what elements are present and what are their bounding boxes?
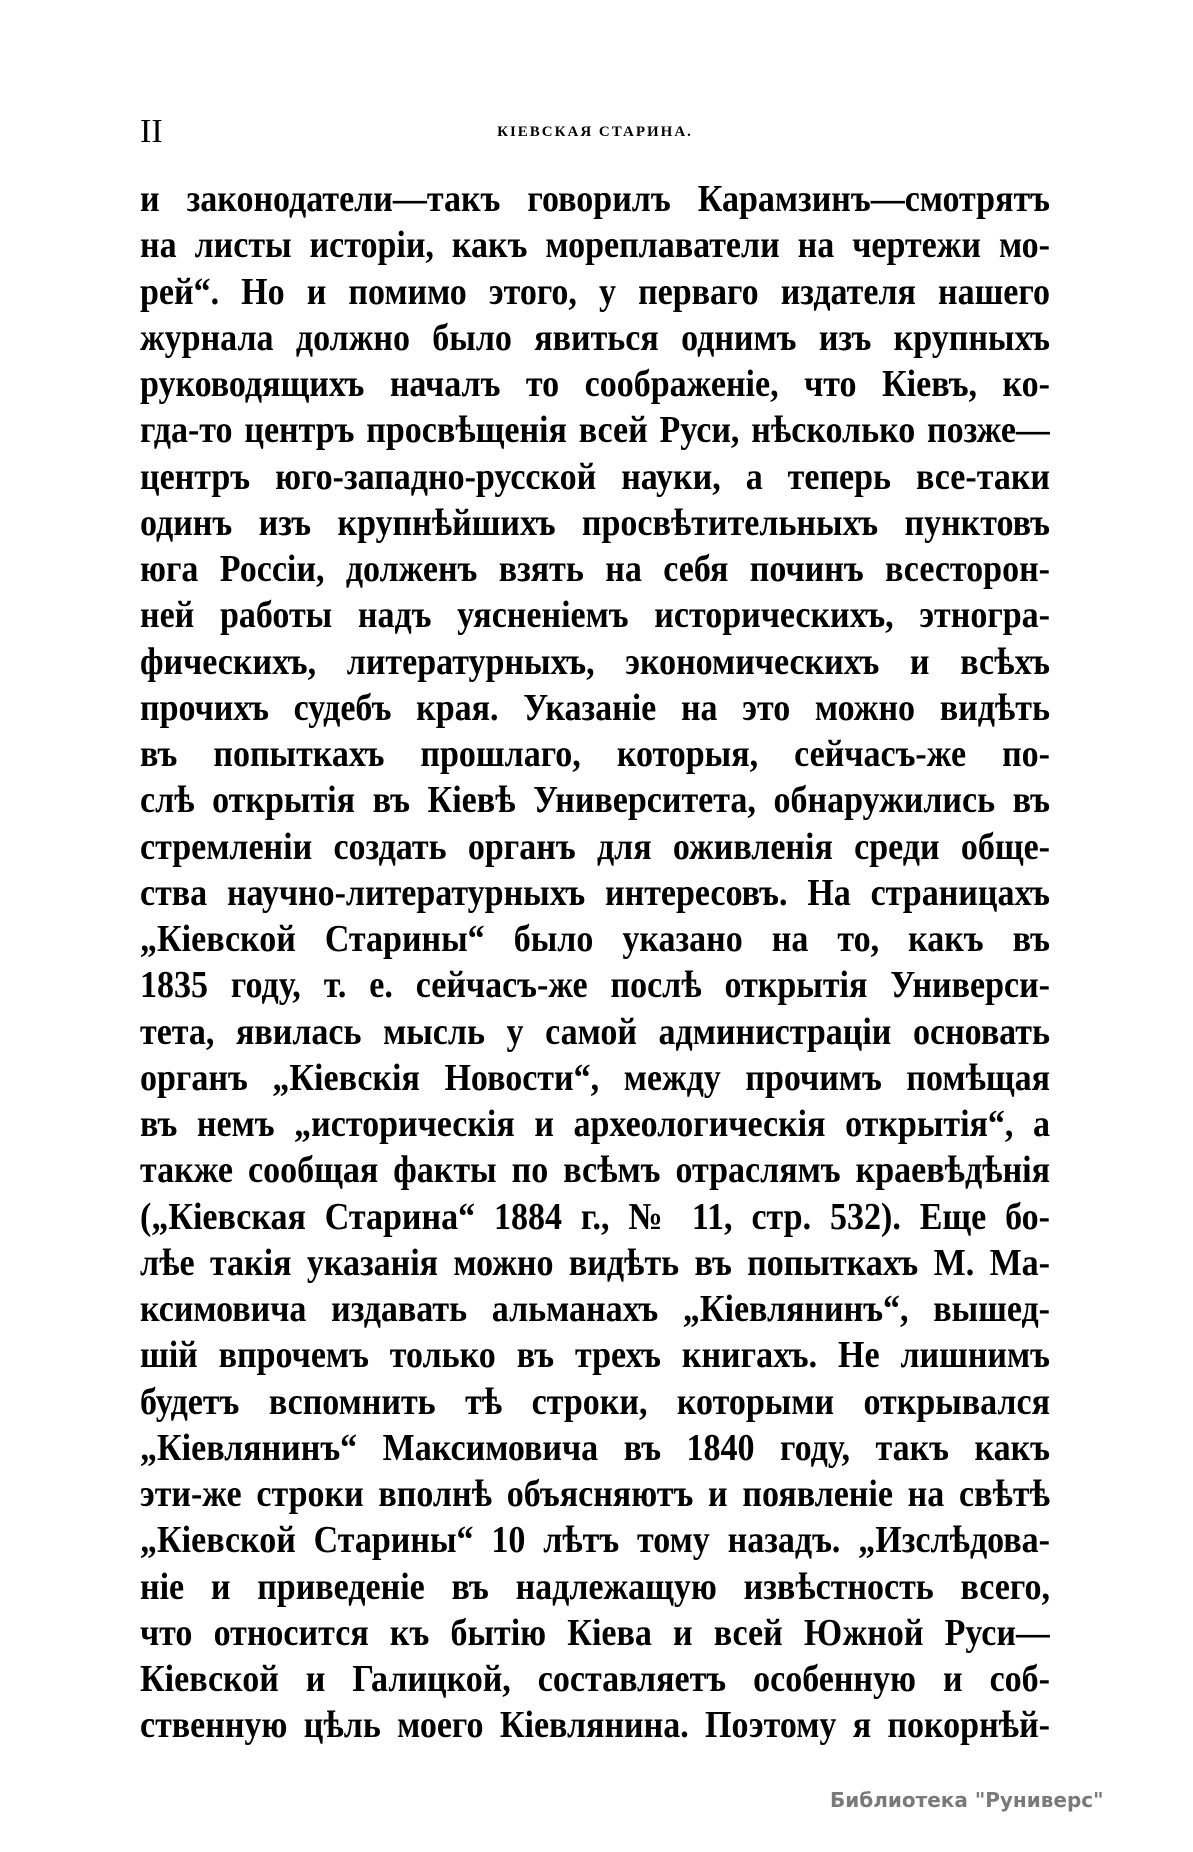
- text-line: ней работы надъ уясненіемъ историческихъ, этногра-: [140, 594, 1050, 637]
- text-line: 1835 году, т. е. сейчасъ-же послѣ открытія Универси-: [140, 964, 1050, 1007]
- text-line: шій впрочемъ только въ трехъ книгахъ. Не лишнимъ: [140, 1334, 1050, 1377]
- text-line: журнала должно было явиться однимъ изъ крупныхъ: [140, 317, 1050, 359]
- text-line: одинъ изъ крупнѣйшихъ просвѣтительныхъ пунктовъ: [140, 502, 1050, 544]
- text-line: лѣе такія указанія можно видѣть въ попыткахъ М. Ма-: [140, 1242, 1050, 1284]
- text-line: центръ юго-западно-русской науки, а теперь все-таки: [140, 456, 1050, 498]
- text-line: „Кіевской Старины“ 10 лѣтъ тому назадъ. „Изслѣдова-: [140, 1519, 1050, 1562]
- text-line: руководящихъ началъ то соображеніе, что Кіевъ, ко-: [140, 363, 1050, 406]
- library-watermark: Библиотека "Руниверс": [830, 1788, 1104, 1812]
- body-text: [140, 177, 1050, 1750]
- text-line: будетъ вспомнить тѣ строки, которыми открывался: [140, 1381, 1050, 1423]
- text-line: прочихъ судебъ края. Указаніе на это можно видѣть: [140, 687, 1050, 729]
- text-line: рей“. Но и помимо этого, у перваго издателя нашего: [140, 271, 1050, 313]
- text-line: въ попыткахъ прошлаго, которыя, сейчасъ-же по-: [140, 733, 1050, 776]
- text-line: („Кіевская Старина“ 1884 г., № 11, стр. 532). Еще бо-: [140, 1196, 1050, 1238]
- text-line: ственную цѣль моего Кіевлянина. Поэтому я покорнѣй-: [140, 1704, 1050, 1747]
- text-line: Кіевской и Галицкой, составляетъ особенную и соб-: [140, 1658, 1050, 1701]
- text-line: тета, явилась мысль у самой администраціи основать: [140, 1011, 1050, 1053]
- text-line: ксимовича издавать альманахъ „Кіевлянинъ“, вышед-: [140, 1288, 1050, 1331]
- text-line: также сообщая факты по всѣмъ отраслямъ краевѣдѣнія: [140, 1149, 1050, 1192]
- text-line: слѣ открытія въ Кіевѣ Университета, обнаружились въ: [140, 779, 1050, 822]
- text-line: эти-же строки вполнѣ объясняютъ и появленіе на свѣтѣ: [140, 1473, 1050, 1516]
- text-line: фическихъ, литературныхъ, экономическихъ и всѣхъ: [140, 641, 1050, 683]
- text-line: „Кіевлянинъ“ Максимовича въ 1840 году, такъ какъ: [140, 1427, 1050, 1469]
- text-line: что относится къ бытію Кіева и всей Южной Руси—: [140, 1612, 1050, 1654]
- text-line: стремленіи создать органъ для оживленія среди обще-: [140, 826, 1050, 868]
- text-line: ніе и приведеніе въ надлежащую извѣстность всего,: [140, 1566, 1050, 1608]
- text-line: и законодатели—такъ говорилъ Карамзинъ—смотрятъ: [140, 178, 1050, 221]
- running-title: КІЕВСКАЯ СТАРИНА.: [497, 124, 693, 140]
- text-line: ства научно-литературныхъ интересовъ. На страницахъ: [140, 872, 1050, 914]
- text-line: юга Россіи, долженъ взять на себя починъ всесторон-: [140, 548, 1050, 591]
- page-number: II: [140, 113, 163, 150]
- text-line: на листы исторіи, какъ мореплаватели на чертежи мо-: [140, 224, 1050, 267]
- text-line: въ немъ „историческія и археологическія открытія“, а: [140, 1103, 1050, 1146]
- text-line: органъ „Кіевскія Новости“, между прочимъ помѣщая: [140, 1057, 1050, 1099]
- text-line: „Кіевской Старины“ было указано на то, какъ въ: [140, 918, 1050, 961]
- text-line: гда-то центръ просвѣщенія всей Руси, нѣсколько позже—: [140, 409, 1050, 452]
